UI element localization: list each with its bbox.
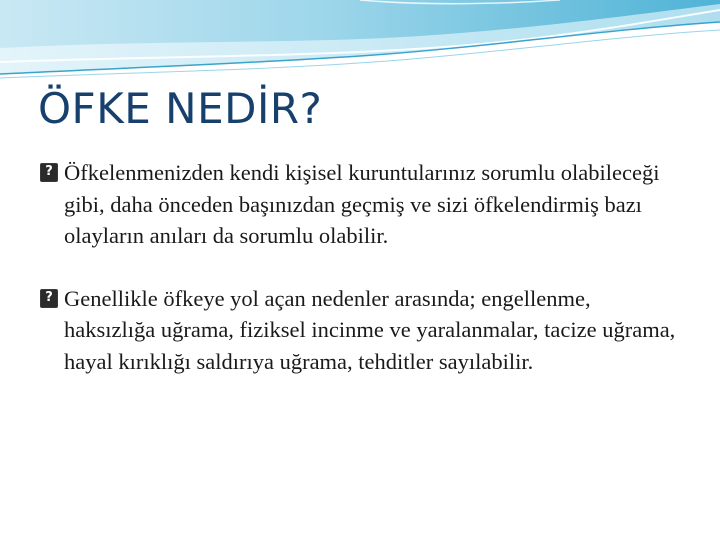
missing-glyph-box-icon (40, 289, 58, 308)
bullet-list (38, 157, 678, 377)
bullet-text: Genellikle öfkeye yol açan nedenler arasında; engellenme, haksızlığa uğrama, fiziksel incinme ve yaralanmalar, tacize uğrama, hayal kırıklığı saldırıya uğrama, tehditler sayılabilir. (64, 285, 676, 374)
slide-title: ÖFKE NEDİR? (38, 84, 323, 133)
missing-glyph-box-icon (40, 163, 58, 182)
bullet-text: Öfkelenmenizden kendi kişisel kuruntularınız sorumlu olabileceği gibi, daha önceden başınızdan geçmiş ve sizi öfkelendirmiş bazı olayların anıları da sorumlu olabilir. (64, 160, 660, 248)
header-wave-decoration (0, 0, 720, 90)
bullet-item (38, 157, 678, 252)
bullet-item (38, 283, 678, 378)
